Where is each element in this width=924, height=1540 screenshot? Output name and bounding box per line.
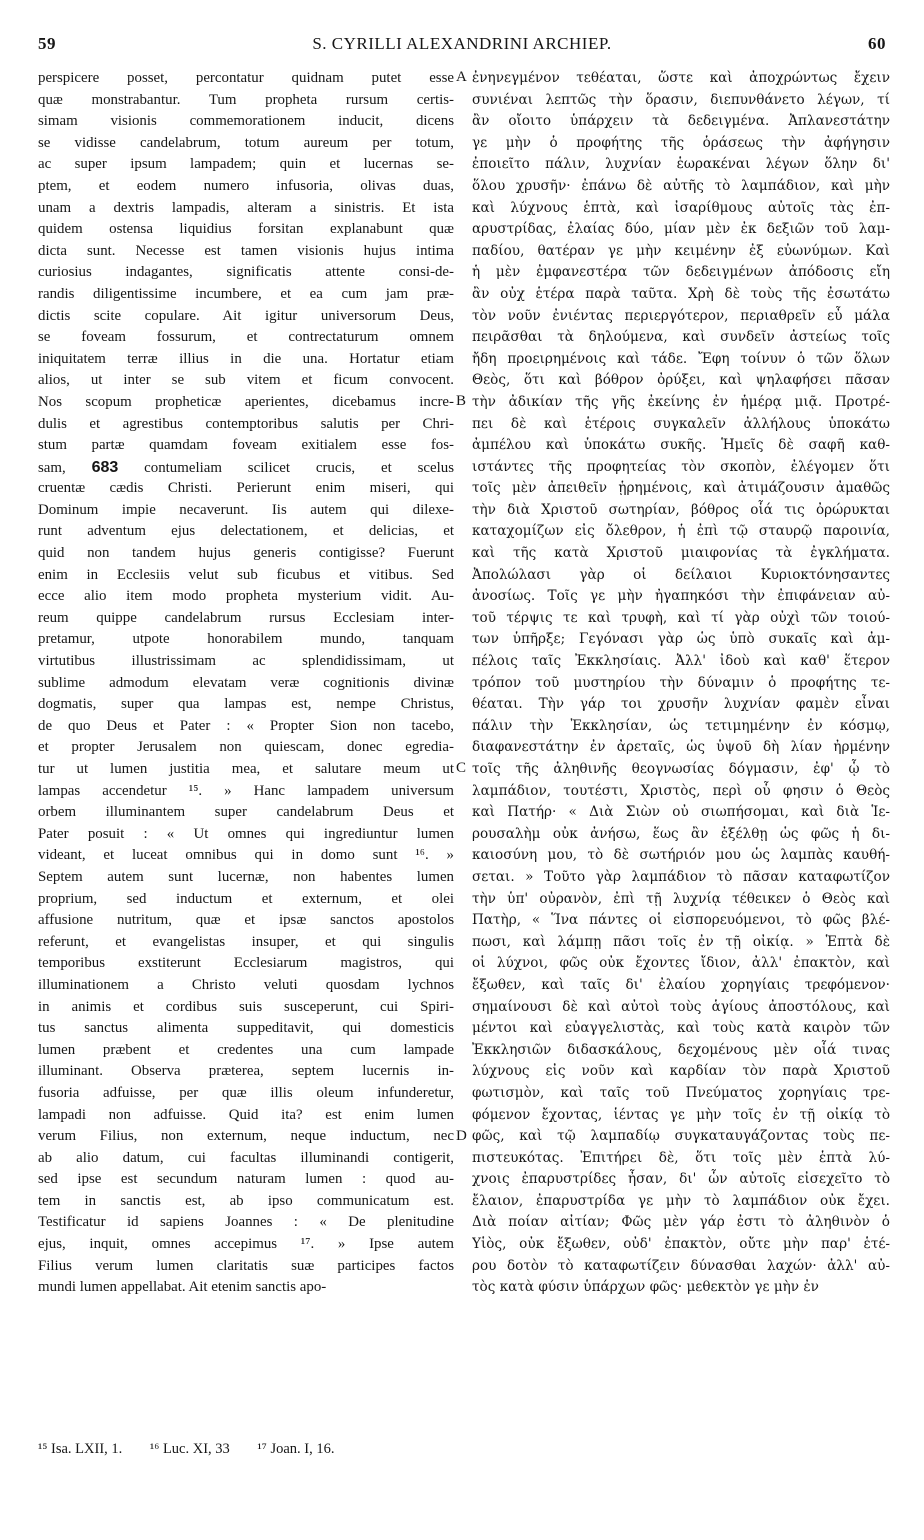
latin-line: lumen præbent et credentes una cum lampade — [38, 1041, 454, 1058]
latin-line: Pater posuit : « Ut omnes qui ingrediuntur lumen — [38, 825, 454, 842]
latin-column — [38, 68, 454, 1299]
greek-line: τὴν ὑπ' οὐρανὸν, ἐπὶ τῇ λυχνίᾳ τέθεικεν ὁ Θεὸς καὶ — [472, 890, 890, 907]
greek-line: τοῖς μὲν ἀπειθεῖν ᾑρημένοις, καὶ ἀτιμάζουσιν ἀμαθῶς — [472, 480, 890, 497]
greek-line: θέαται. Τὴν γάρ τοι χρυσῆν λυχνίαν φαμὲν εἶναι — [472, 696, 890, 713]
greek-line: τὸς κατὰ φύσιν ὑπάρχων φῶς· μεθεκτὸν γε μὴν ἐν — [472, 1279, 819, 1296]
page-number-right: 60 — [868, 34, 886, 53]
greek-line: φῶς, καὶ τῷ λαμπαδίῳ συγκαταυγάζοντας τοὺς πε- — [472, 1128, 890, 1145]
latin-line: ab alio datum, cui facultas illuminandi contigerit, — [38, 1149, 454, 1166]
latin-line: in animis et cordibus suis susceperunt, cui Spiri- — [38, 998, 454, 1015]
latin-line: perspicere posset, percontatur quidnam putet esse — [38, 70, 454, 86]
greek-line: Διὰ ποίαν αἰτίαν; Φῶς μὲν γάρ ἐστι τὸ ἀληθινὸν ὁ — [472, 1214, 890, 1231]
greek-line: παδίου, θατέραν γε μὴν κειμένην ἐξ εὐωνύμων. Καὶ — [472, 242, 890, 259]
latin-line: proprium, sed inductum et externum, et olei — [38, 890, 454, 907]
latin-line: sam, 683 contumeliam scilicet crucis, et scelus — [38, 458, 454, 476]
greek-line: διαφανεστάτην ἐν ἀρεταῖς, ὡς ὑψοῦ δὴ λίαν ἠρμένην — [472, 739, 890, 756]
latin-line: de quo Deus et Pater : « Propter Sion non tacebo, — [38, 717, 454, 734]
greek-line: τὴν διὰ Χριστοῦ σωτηρίαν, βόθρος οἷά τις ὀρώρυκται — [472, 501, 890, 518]
greek-line: μέντοι καὶ εὐαγγελιστὰς, καὶ τοὺς κατὰ καιρὸν τῶν — [472, 1020, 890, 1037]
margin-letter-d: D — [456, 1128, 467, 1144]
latin-line: randis diligentissime incumbere, et ea cum jam præ- — [38, 285, 454, 302]
latin-line: pretamur, utpote honorabilem mundo, tanquam — [38, 631, 454, 648]
greek-line: ιστάντες τῆς προφητείας τὸν σκοπὸν, ἐλέγομεν ὅτι — [472, 458, 890, 475]
greek-line: λύχνους εἰς νοῦν καὶ καρδίαν τὸν παρὰ Χριστοῦ — [472, 1063, 890, 1080]
greek-line: ρουσαλὴμ οὐκ ἀνήσω, ἕως ἂν ἐξέλθῃ ὡς φῶς ἡ δι- — [472, 825, 890, 842]
latin-line: dogmatis, super qua lampas est, nempe Christus, — [38, 696, 454, 713]
greek-line: ἔξωθεν, καὶ ταῖς δι' ἐλαίου χορηγίαις τρεφόμενον· — [472, 976, 890, 993]
greek-line: πέλοις ταῖς Ἐκκλησίαις. Ἀλλ' ἰδοὺ καὶ καθ' ἕτερον — [472, 653, 890, 670]
greek-line: ἀμπέλου καὶ ὑποκάτω συκῆς. Ἡμεῖς δὲ σαφῆ καθ- — [472, 437, 890, 454]
latin-line: dulis et agrestibus contemptoribus salutis per Chri- — [38, 415, 454, 432]
footnote-16: ¹⁶ Luc. XI, 33 — [149, 1441, 230, 1457]
greek-line: ἂν οὐχ ἑτέρα παρὰ ταῦτα. Χρὴ δὲ τοὺς τῆς ἐσωτάτω — [472, 285, 890, 302]
greek-line: γε μὴν ὁ προφήτης τῆς ὁράσεως τὴν ἀφήγησιν — [472, 134, 890, 151]
greek-line: Ἐκκλησιῶν διδασκάλους, δεχομένους μὲν οἷά τινας — [472, 1041, 890, 1058]
greek-line: ἐνηνεγμένον τεθέαται, ὥστε καὶ ἀποχρώντως ἔχειν — [472, 70, 890, 86]
greek-line: λαμπάδιον, τουτέστι, Χριστὸς, περὶ οὗ φησιν ὁ Θεὸς — [472, 782, 890, 799]
column-marker: 683 — [91, 458, 119, 476]
latin-line: ac super ipsum lampadem; quin et lucernas se- — [38, 156, 454, 173]
latin-line: quid non tandem hujus generis contigisse? Fuerunt — [38, 545, 454, 562]
latin-line: cruentæ cædis Christi. Perierunt enim miseri, qui — [38, 480, 454, 497]
running-title: S. CYRILLI ALEXANDRINI ARCHIEP. — [312, 34, 612, 53]
greek-column — [472, 68, 890, 1299]
latin-line: reum quippe candelabrum rursus Ecclesiam inter- — [38, 609, 454, 626]
latin-line: unam a dextris lampadis, alteram a sinistris. Et ista — [38, 199, 454, 216]
greek-line: σημαίνουσι δὲ καὶ αὐτοὶ τοὺς ἁγίους ἀποστόλους, καὶ — [472, 998, 890, 1015]
latin-line: referunt, et evangelistas insuper, et qui singulis — [38, 933, 454, 950]
latin-line: lampas accendetur ¹⁵. » Hanc lampadem universum — [38, 782, 454, 799]
greek-line: ἂν οἴοιτο ὑπάρχειν τὰ δεδειγμένα. Ἀπλανεστάτην — [472, 113, 890, 130]
greek-line: Ἀπολώλασι γὰρ οἱ δείλαιοι Κυριοκτόνησαντες — [472, 566, 890, 583]
latin-line: illuminationem a Christo veluti quosdam lychnos — [38, 976, 454, 993]
latin-line: temporibus exstiterunt Ecclesiarum magistros, qui — [38, 955, 454, 972]
greek-line: πει δὲ καὶ ἑτέροις συγκαλεῖν ἀλλήλους ὑποκάτω — [472, 415, 890, 432]
greek-line: καταχομίζων εἰς ὄλεθρον, ἡ ἐπὶ τῷ σταυρῷ παροινία, — [472, 523, 890, 540]
footnotes — [38, 1441, 358, 1458]
latin-line: orbem illuminantem super candelabrum Deus et — [38, 804, 454, 821]
greek-line: τὸν νοῦν ἐνιέντας περιεργότερον, περιαθρεῖν εὖ μάλα — [472, 307, 890, 324]
latin-line: affusione nutritum, quæ et ipsæ sanctos apostolos — [38, 912, 454, 929]
greek-line: πιστευκότας. Ἐπιτήρει δὲ, ὅτι τοῖς μὲν ἑπτὰ λύ- — [472, 1149, 890, 1166]
latin-line: sublime admodum elevatam veræ cognitionis divinæ — [38, 674, 454, 691]
greek-line: Θεὸς, ὅτι καὶ βόθρον ὀρύξει, καὶ ψηλαφήσει πᾶσαν — [472, 372, 890, 389]
latin-line: et propter Jerusalem non quiescam, donec egredia- — [38, 739, 454, 756]
greek-line: ἔλαιον, ἐπαρυστρίδα γε μὴν τὸ λαμπάδιον οὐκ ἔχει. — [472, 1192, 890, 1209]
latin-line: se foveam fossurum, et contrectaturum omnem — [38, 329, 454, 346]
latin-line: virtutibus illustrissimam ac splendidissimam, ut — [38, 653, 454, 670]
greek-line: ρου δοτὸν τὸ καταφωτίζειν δύνασθαι λαχών· ἀλλ' αὐ- — [472, 1257, 890, 1274]
greek-line: πάλιν τὴν Ἐκκλησίαν, ὡς τετιμημένην ἐν κόσμῳ, — [472, 717, 890, 734]
footnote-17: ¹⁷ Joan. I, 16. — [257, 1441, 335, 1457]
latin-line: quidem ostensa liquidius forsitan explanabunt quæ — [38, 221, 454, 238]
greek-line: τὴν ἀδικίαν τῆς γῆς ἐκείνης ἐν ἡμέρᾳ μιᾷ. Προτρέ- — [472, 393, 890, 410]
footnote-15: ¹⁵ Isa. LXII, 1. — [38, 1441, 123, 1457]
greek-line: καὶ λύχνους ἑπτὰ, καὶ ἰσαρίθμους αὐτοῖς τὰς ἐπ- — [472, 199, 890, 216]
greek-line: φόμενον ἔχοντας, ἱέντας γε μὴν τοῖς ἐν τῇ οἰκίᾳ τὸ — [472, 1106, 890, 1123]
greek-line: χνοις ἐπαρυστρίδες ἦσαν, δι' ὧν αὐτοῖς εἰσεχεῖτο τὸ — [472, 1171, 890, 1188]
margin-letter-a: A — [456, 69, 467, 85]
latin-line: iniquitatem terræ illius in die una. Hortatur etiam — [38, 350, 454, 367]
latin-line: videant, et luceat omnibus qui in domo sunt ¹⁶. » — [38, 847, 454, 864]
latin-line: dictis scite copulare. Ait igitur universorum Deus, — [38, 307, 454, 324]
greek-line: καὶ Πατήρ· « Διὰ Σιὼν οὐ σιωπήσομαι, καὶ διὰ Ἱε- — [472, 804, 890, 821]
greek-line: αρυστρίδας, ἐλαίας δύο, μίαν μὲν ἐκ δεξιῶν τοῦ λαμ- — [472, 221, 890, 238]
greek-line: ὅλου χρυσῆν· ἐπάνω δὲ αὐτῆς τὸ λαμπάδιον, καὶ μὴν — [472, 177, 890, 194]
greek-line: φωτισμὸν, καὶ ταῖς τοῦ Πνεύματος χορηγίαις τρε- — [472, 1084, 890, 1101]
margin-letter-b: B — [456, 393, 467, 409]
greek-line: τρόπον τοῦ μυστηρίου τὴν δύναμιν ὁ προφήτης τε- — [472, 674, 890, 691]
latin-line: ecce alio item modo propheta mysterium vidit. Au- — [38, 588, 454, 605]
greek-line: πειρᾶσθαι τὰ δηλούμενα, καὶ συνδεῖν ἀστείως τοῖς — [472, 329, 890, 346]
latin-line: Testificatur id sapiens Joannes : « De plenitudine — [38, 1214, 454, 1231]
latin-line: tus sanctus alimenta suppeditavit, qui domesticis — [38, 1020, 454, 1037]
greek-line: οἱ λύχνοι, φῶς οὐκ ἔχοντες ἴδιον, ἀλλ' ἐπακτὸν, καὶ — [472, 955, 890, 972]
latin-line: se vidisse candelabrum, totum aureum per totum, — [38, 134, 454, 151]
greek-line: τοῦ τέρψις τε καὶ τρυφὴ, καὶ τί γὰρ οὐχὶ τῶν τοιού- — [472, 609, 890, 626]
greek-line: πωσι, καὶ λάμπῃ πᾶσι τοῖς ἐν τῇ οἰκίᾳ. » Ἑπτὰ δὲ — [472, 933, 890, 950]
latin-line: tur ut lumen justitia mea, et salutare meum ut — [38, 761, 454, 777]
margin-letter-c: C — [456, 760, 467, 776]
latin-line: lampadi non adfuisse. Quid ita? est enim lumen — [38, 1106, 454, 1123]
latin-line: curiosius indagantes, significatis attente consi-de- — [38, 264, 454, 281]
page-number-left: 59 — [38, 34, 56, 53]
greek-line: ἤδη προειρημένοις καὶ τάδε. Ἔφη τοίνυν ὁ τῶν ὅλων — [472, 350, 890, 367]
latin-line: runt adventum ejus delectationem, et delicias, et — [38, 523, 454, 540]
greek-line: καὶ τῆς κατὰ Χριστοῦ μιαιφονίας τὰ ἐγκλήματα. — [472, 545, 890, 562]
latin-line: alios, ut inter se sub vitem et ficum convocent. — [38, 372, 454, 389]
greek-line: σεται. » Τοῦτο γὰρ λαμπάδιον τὸ πᾶσαν καταφωτίζον — [472, 868, 890, 885]
latin-line: stum partæ quamdam foveam exitialem esse fos- — [38, 437, 454, 454]
latin-line: simam visionis commemorationem inducit, dicens — [38, 113, 454, 130]
latin-line: enim in Ecclesiis velut sub ficubus et vitibus. Sed — [38, 566, 454, 583]
latin-line: quæ monstrabantur. Tum propheta rursum certis- — [38, 91, 454, 108]
latin-line: Septem autem sunt lucernæ, non habentes lumen — [38, 868, 454, 885]
page-header — [38, 34, 886, 58]
latin-line: dicta sunt. Necesse est tamen visionis hujus intima — [38, 242, 454, 259]
latin-line: Nos scopum propheticæ aperientes, dicebamus incre- — [38, 393, 454, 410]
latin-line: mundi lumen appellabat. Ait etenim sanctis apo- — [38, 1279, 327, 1296]
greek-line: συνιέναι λεπτῶς τὴν ὅρασιν, διεπυνθάνετο λέγων, τί — [472, 91, 890, 108]
latin-line: sed ipse est secundum naturam lumen : quod au- — [38, 1171, 454, 1188]
latin-line: illuminant. Observa præterea, septem lucernis in- — [38, 1063, 454, 1080]
greek-line: των ὑπῆρξε; Γεγόνασι γὰρ ὡς ὑπὸ συκαῖς καὶ ἀμ- — [472, 631, 890, 648]
greek-line: Υἱὸς, οὐκ ἔξωθεν, οὐδ' ἐπακτὸν, οὔτε μὴν παρ' ἑτέ- — [472, 1236, 890, 1253]
greek-line: Πατὴρ, « Ἵνα πάντες οἱ εἰσπορευόμενοι, τὸ φῶς βλέ- — [472, 912, 890, 929]
greek-line: τοῖς τῆς ἀληθινῆς θεογνωσίας δόγμασιν, ἐφ' ᾧ τὸ — [472, 761, 890, 777]
latin-line: tem in sanctis est, ab ipso communicatum est. — [38, 1192, 454, 1209]
latin-line: Filius verum lumen claritatis suæ participes factos — [38, 1257, 454, 1274]
greek-line: ἐποιεῖτο πάλιν, λυχνίαν ἑωρακέναι λέγων ὅλην δι' — [472, 156, 890, 173]
greek-line: ἀνοσίως. Τοῖς γε μὴν ἠγαπηκόσι τὴν ἐπιφάνειαν αὐ- — [472, 588, 890, 605]
latin-line: fusoria adfuisse, per quæ illis oleum infunderetur, — [38, 1084, 454, 1101]
latin-line: ejus, inquit, omnes accepimus ¹⁷. » Ipse autem — [38, 1236, 454, 1253]
latin-line: verum Filius, non externum, neque inductum, nec — [38, 1128, 454, 1145]
greek-line: καιοσύνη μου, τὸ δὲ σωτήριόν μου ὡς λαμπὰς καυθή- — [472, 847, 890, 864]
latin-line: ptem, et eodem numero infusoria, olivas duas, — [38, 177, 454, 194]
latin-line: Dominum impie necaverunt. Iis autem qui dilexe- — [38, 501, 454, 518]
greek-line: ἡ μὲν ἐμφανεστέρα τῶν δεδειγμένων ἀπόδοσις εἴη — [472, 264, 890, 281]
